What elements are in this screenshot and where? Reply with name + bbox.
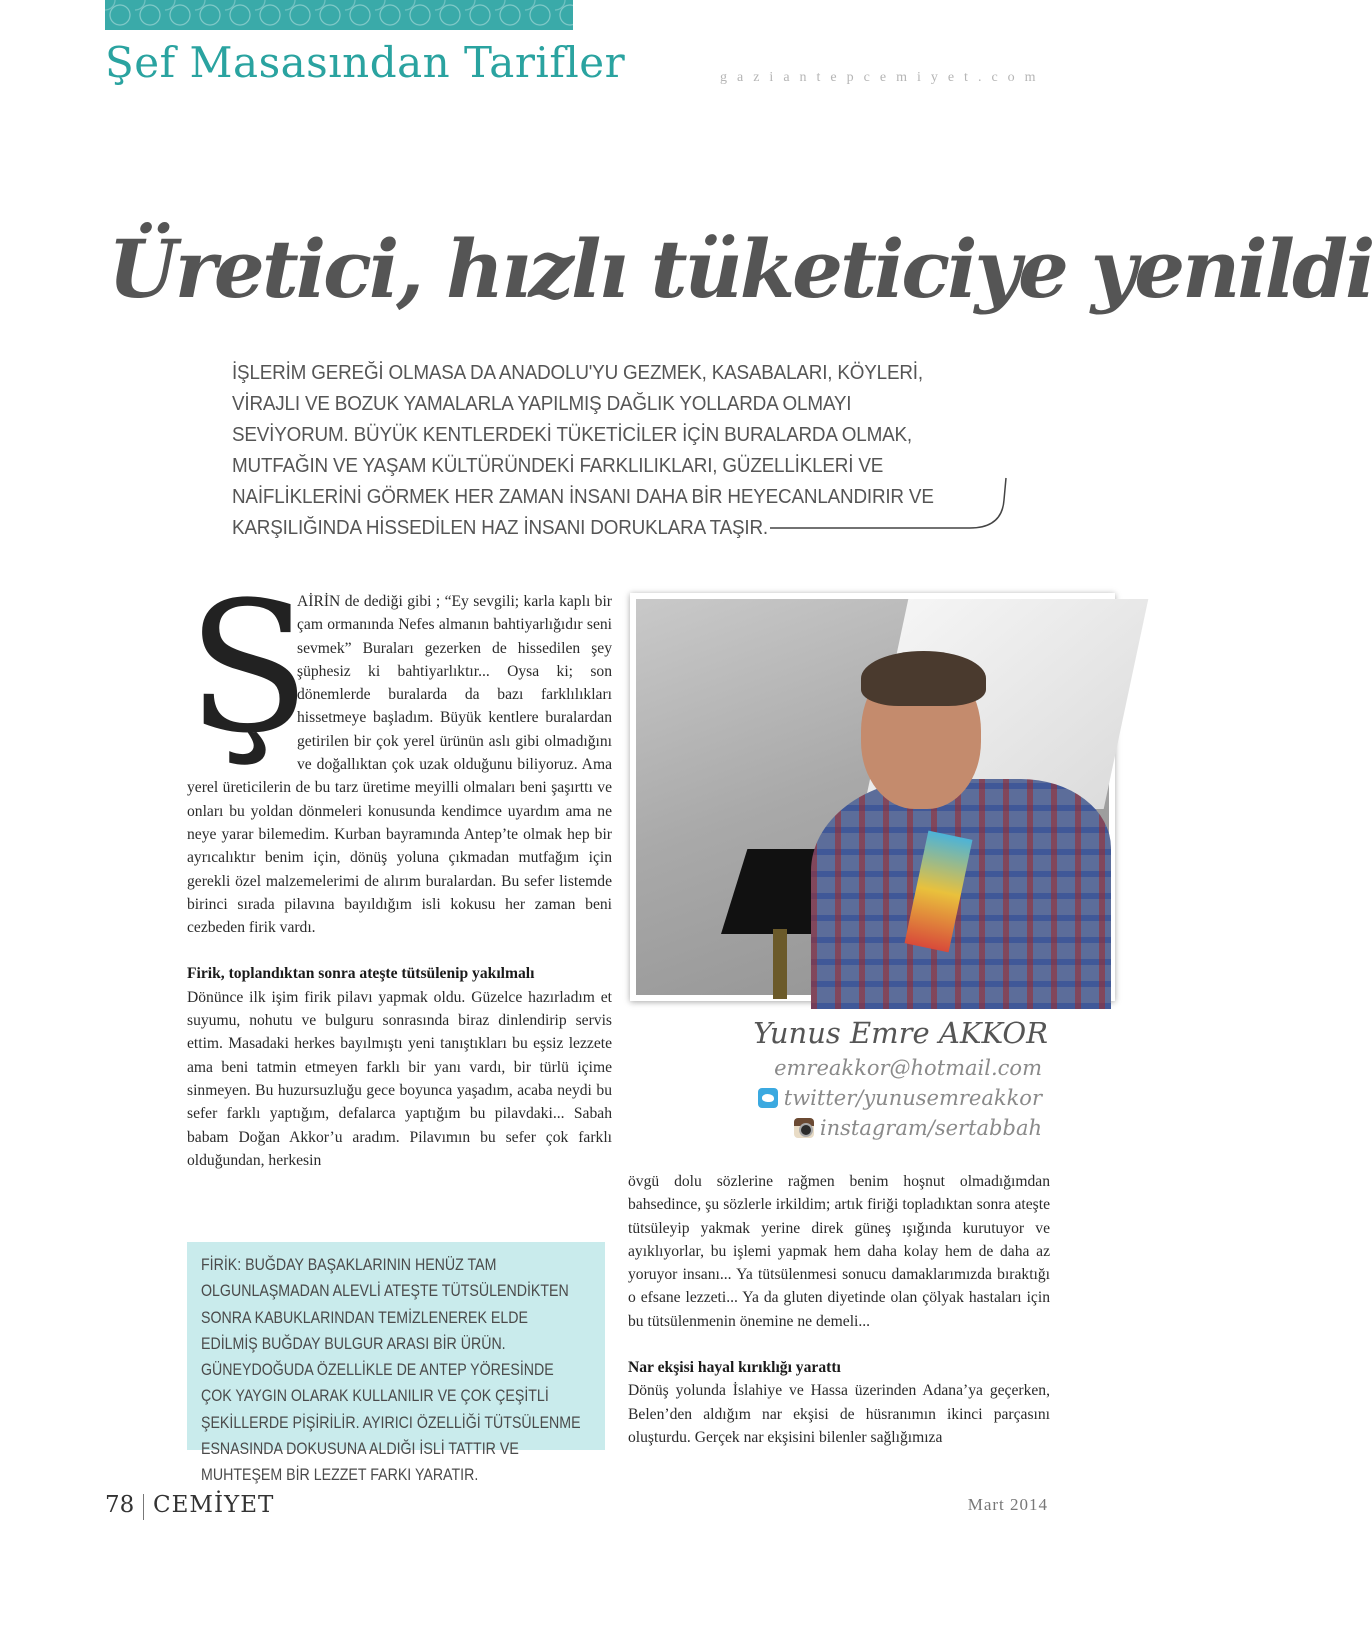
firik-info-box	[187, 1242, 605, 1485]
instagram-camera-icon	[794, 1118, 814, 1138]
magazine-name: CEMİYET	[153, 1492, 275, 1518]
author-email[interactable]: emreakkor@hotmail.com	[774, 1056, 1042, 1080]
section-title: Şef Masasından Tarifler	[105, 38, 626, 87]
article-subheading: Firik, toplandıktan sonra ateşte tütsülenip yakılmalı	[187, 965, 535, 983]
twitter-bird-icon	[758, 1088, 778, 1108]
page-number: 78	[105, 1492, 135, 1518]
author-photo	[636, 599, 1109, 995]
drop-cap: Ş	[187, 564, 311, 773]
article-subheading: Nar ekşisi hayal kırıklığı yarattı	[628, 1359, 841, 1377]
author-photo-frame	[630, 593, 1115, 1001]
lead-decorative-curve	[770, 476, 1010, 532]
article-paragraph: Dönünce ilk işim firik pilavı yapmak oldu. Güzelce hazırladım et suyumu, nohutu ve bulguru sonrasında biraz dinlendirip servis ettim. Masadaki herkes bayılmıştı yeni tanıştıkları bu eşsiz lezzete ama beni tatmin etmeyen farklı bir yanı vardı, bir türlü içime sinmeyen. Bu huzursuzluğu gece boyunca yaşadım, acaba neydi bu sefer farklı yaptığım, defalarca yaptığım bu pilavdaki... Sabah babam Doğan Akkor’u aradım. Pilavımın bu sefer çok farklı olduğundan, herkesin	[187, 988, 612, 1169]
article-column-left	[187, 564, 612, 1172]
author-instagram-handle[interactable]: instagram/sertabbah	[819, 1116, 1042, 1140]
footer-divider	[143, 1494, 144, 1520]
author-name: Yunus Emre AKKOR	[753, 1016, 1048, 1050]
article-column-right	[628, 1170, 1050, 1449]
author-twitter[interactable]	[700, 1086, 1042, 1110]
author-twitter-handle[interactable]: twitter/yunusemreakkor	[783, 1086, 1042, 1110]
author-instagram[interactable]	[700, 1116, 1042, 1140]
article-paragraph: Dönüş yolunda İslahiye ve Hassa üzerinden Adana’ya geçerken, Belen’den aldığım nar ekşisi de hüsranımın ikinci parçasını oluşturdu. Gerçek nar ekşisini bilenler sağlığımıza	[628, 1382, 1050, 1446]
article-paragraph: övgü dolu sözlerine rağmen benim hoşnut olmadığımdan bahsedince, şu sözlerle irkildim; artık firiği topladıktan sonra ateşte tütsüleyip yakmak yerine direk güneş ışığında kurutuyor ve ayıklıyorlar, bu işlemi yapmak hem daha kolay hem de daha az yoruyor insanı... Ya tütsülenmesi sonucu damaklarımızda bıraktığı o efsane lezzeti... Ya da gluten diyetinde olan çölyak hastaları için bu tütsülenmenin önemine ne demeli...	[628, 1173, 1050, 1330]
article-headline: Üretici, hızlı tüketiciye yenildi	[108, 222, 1372, 316]
header-pattern-band	[105, 0, 573, 30]
firik-info-text: FİRİK: BUĞDAY BAŞAKLARININ HENÜZ TAM OLGUNLAŞMADAN ALEVLİ ATEŞTE TÜTSÜLENDİKTEN SONRA KABUKLARINDAN TEMİZLENEREK ELDE EDİLMİŞ BUĞDAY BULGUR ARASI BİR ÜRÜN. GÜNEYDOĞUDA ÖZELLİKLE DE ANTEP YÖRESİNDE ÇOK YAYGIN OLARAK KULLANILIR VE ÇOK ÇEŞİTLİ ŞEKİLLERDE PİŞİRİLİR. AYIRICI ÖZELLİĞİ TÜTSÜLENME ESNASINDA DOKUSUNA ALDIĞI İSLİ TATTIR VE MUHTEŞEM BİR LEZZET FARKI YARATIR.	[201, 1256, 581, 1485]
issue-date: Mart 2014	[967, 1495, 1048, 1514]
site-url[interactable]: gaziantepcemiyet.com	[720, 70, 1046, 85]
article-paragraph: AİRİN de dediği gibi ; “Ey sevgili; karla kaplı bir çam ormanında Nefes almanın bahtiyarlığıdır seni sevmek” Buraları gezerken de hissedilen şey şüphesiz ki bahtiyarlıktır... Oysa ki; son dönemlerde buralarda da bazı farklılıkları hissetmeye başladım. Büyük kentlere buralardan getirilen bir çok yerel ürünün aslı gibi olmadığını ve doğallıktan çok uzak olduğunu biliyoruz. Ama yerel üreticilerin de bu tarz üretime meyilli olmaları beni şaşırttı ve onları bu yoldan dönmeleri konusunda kendimce uyardım ama ne neye yarar bilemedim. Kurban bayramında Antep’te olmak hep bir ayrıcalıktır benim için, dönüş yoluna çıkmadan mutfağım için gerekli özel malzemelerimi de alırım buralardan. Bu sefer listemde birinci sırada pilavına bayıldığım isli kokusu her zaman beni cezbeden firik vardı.	[187, 593, 612, 937]
article-lead: İŞLERİM GEREĞİ OLMASA DA ANADOLU'YU GEZMEK, KASABALARI, KÖYLERİ, VİRAJLI VE BOZUK YAMALARLA YAPILMIŞ DAĞLIK YOLLARDA OLMAYI SEVİYORUM. BÜYÜK KENTLERDEKİ TÜKETİCİLER İÇİN BURALARDA OLMAK, MUTFAĞIN VE YAŞAM KÜLTÜRÜNDEKİ FARKLILIKLARI, GÜZELLİKLERİ VE NAİFLİKLERİNİ GÖRMEK HER ZAMAN İNSANI DAHA BİR HEYECANLANDIRIR VE KARŞILIĞINDA HİSSEDİLEN HAZ İNSANI DORUKLARA TAŞIR.	[232, 361, 934, 539]
